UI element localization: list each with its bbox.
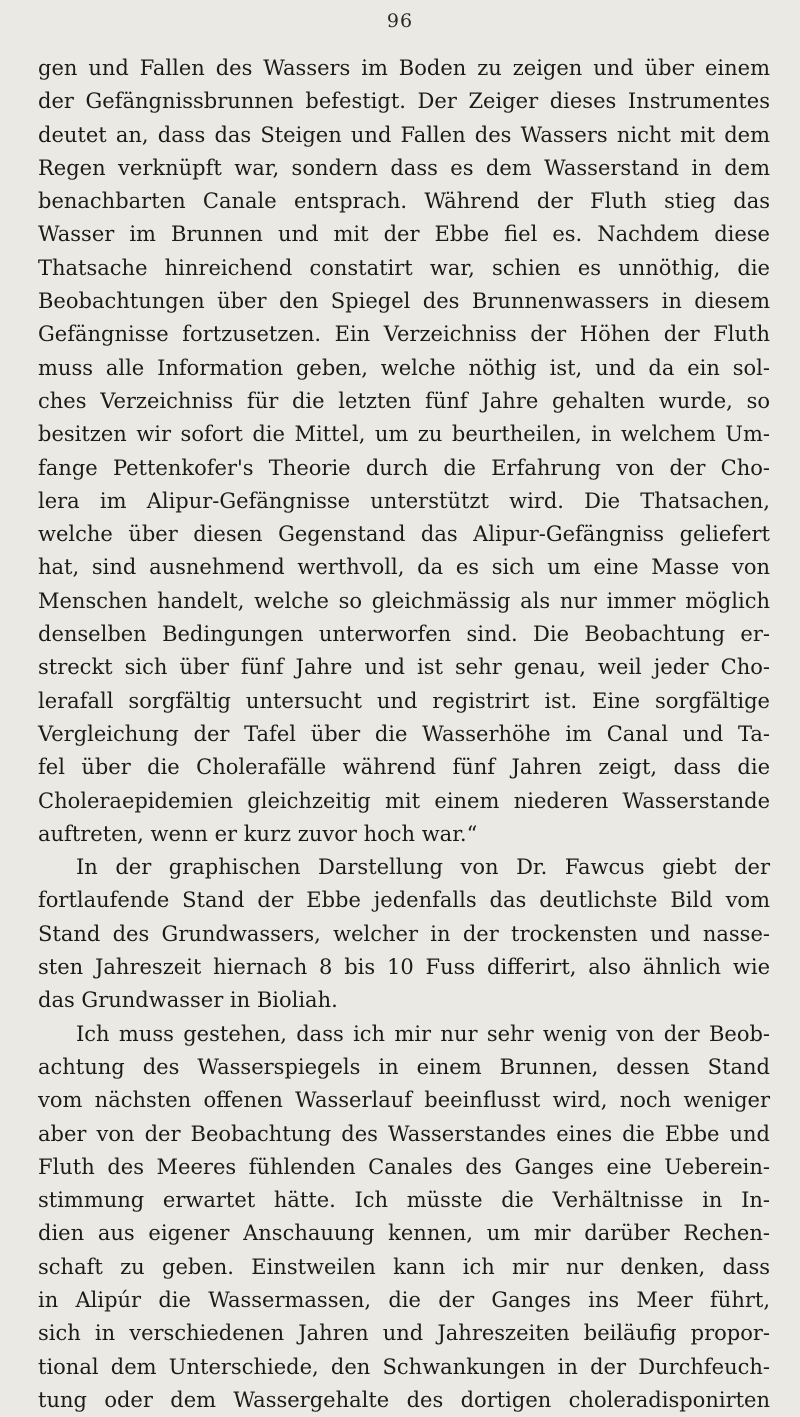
text-line: fange Pettenkofer's Theorie durch die Erfahrung von der Cho-	[38, 455, 770, 480]
text-line: Choleraepidemien gleichzeitig mit einem niederen Wasserstande	[38, 788, 770, 813]
text-line: Stand des Grundwassers, welcher in der trockensten und nasse-	[38, 921, 770, 946]
text-line: Beobachtungen über den Spiegel des Brunnenwassers in diesem	[38, 289, 770, 314]
text-line: Gefängnisse fortzusetzen. Ein Verzeichniss der Höhen der Fluth	[38, 322, 770, 347]
text-line: Vergleichung der Tafel über die Wasserhöhe im Canal und Ta-	[38, 721, 770, 746]
text-line: aber von der Beobachtung des Wasserstandes eines die Ebbe und	[38, 1121, 770, 1146]
text-line: Wasser im Brunnen und mit der Ebbe fiel es. Nachdem diese	[38, 222, 770, 247]
text-line: besitzen wir sofort die Mittel, um zu beurtheilen, in welchem Um-	[38, 422, 770, 447]
text-line: sich in verschiedenen Jahren und Jahreszeiten beiläufig propor-	[38, 1321, 770, 1346]
text-line: Fluth des Meeres fühlenden Canales des Ganges eine Ueberein-	[38, 1154, 770, 1179]
text-line: achtung des Wasserspiegels in einem Brunnen, dessen Stand	[38, 1054, 770, 1079]
text-line: fel über die Cholerafälle während fünf Jahren zeigt, dass die	[38, 755, 770, 780]
text-line: muss alle Information geben, welche nöthig ist, und da ein sol-	[38, 355, 770, 380]
text-line: streckt sich über fünf Jahre und ist sehr genau, weil jeder Cho-	[38, 655, 770, 680]
text-line: dien aus eigener Anschauung kennen, um mir darüber Rechen-	[38, 1221, 770, 1246]
text-line: lera im Alipur-Gefängnisse unterstützt wird. Die Thatsachen,	[38, 488, 770, 513]
text-line: fortlaufende Stand der Ebbe jedenfalls das deutlichste Bild vom	[38, 888, 770, 913]
text-line: benachbarten Canale entsprach. Während der Fluth stieg das	[38, 189, 770, 214]
text-line: lerafall sorgfältig untersucht und registrirt ist. Eine sorgfältige	[38, 688, 770, 713]
text-line: auftreten, wenn er kurz zuvor hoch war.“	[38, 821, 478, 846]
text-line: gen und Fallen des Wassers im Boden zu zeigen und über einem	[38, 56, 770, 80]
text-line: vom nächsten offenen Wasserlauf beeinflusst wird, noch weniger	[38, 1088, 770, 1113]
text-line: das Grundwasser in Bioliah.	[38, 988, 338, 1013]
text-line: welche über diesen Gegenstand das Alipur-Gefängniss geliefert	[38, 522, 770, 547]
page-number: 96	[386, 10, 414, 32]
text-line: denselben Bedingungen unterworfen sind. Die Beobachtung er-	[38, 622, 770, 647]
text-line: In der graphischen Darstellung von Dr. Fawcus giebt der	[76, 855, 770, 880]
text-line: sten Jahreszeit hiernach 8 bis 10 Fuss differirt, also ähnlich wie	[38, 955, 770, 980]
text-line: deutet an, dass das Steigen und Fallen des Wassers nicht mit dem	[38, 122, 770, 147]
text-line: schaft zu geben. Einstweilen kann ich mir nur denken, dass	[38, 1254, 770, 1279]
text-line: in Alipúr die Wassermassen, die der Ganges ins Meer führt,	[38, 1287, 770, 1312]
text-line: hat, sind ausnehmend werthvoll, da es sich um eine Masse von	[38, 555, 770, 580]
text-line: tional dem Unterschiede, den Schwankungen in der Durchfeuch-	[38, 1354, 770, 1379]
text-line: Regen verknüpft war, sondern dass es dem Wasserstand in dem	[38, 155, 770, 180]
text-line: ches Verzeichniss für die letzten fünf Jahre gehalten wurde, so	[38, 388, 770, 413]
text-line: tung oder dem Wassergehalte des dortigen choleradisponirten	[38, 1387, 770, 1412]
text-line: Menschen handelt, welche so gleichmässig als nur immer möglich	[38, 588, 770, 613]
body-text	[38, 52, 770, 1417]
text-line: Thatsache hinreichend constatirt war, schien es unnöthig, die	[38, 255, 770, 280]
text-line: der Gefängnissbrunnen befestigt. Der Zeiger dieses Instrumentes	[38, 89, 770, 114]
text-line: stimmung erwartet hätte. Ich müsste die Verhältnisse in In-	[38, 1188, 770, 1213]
text-line: Ich muss gestehen, dass ich mir nur sehr wenig von der Beob-	[76, 1021, 770, 1046]
